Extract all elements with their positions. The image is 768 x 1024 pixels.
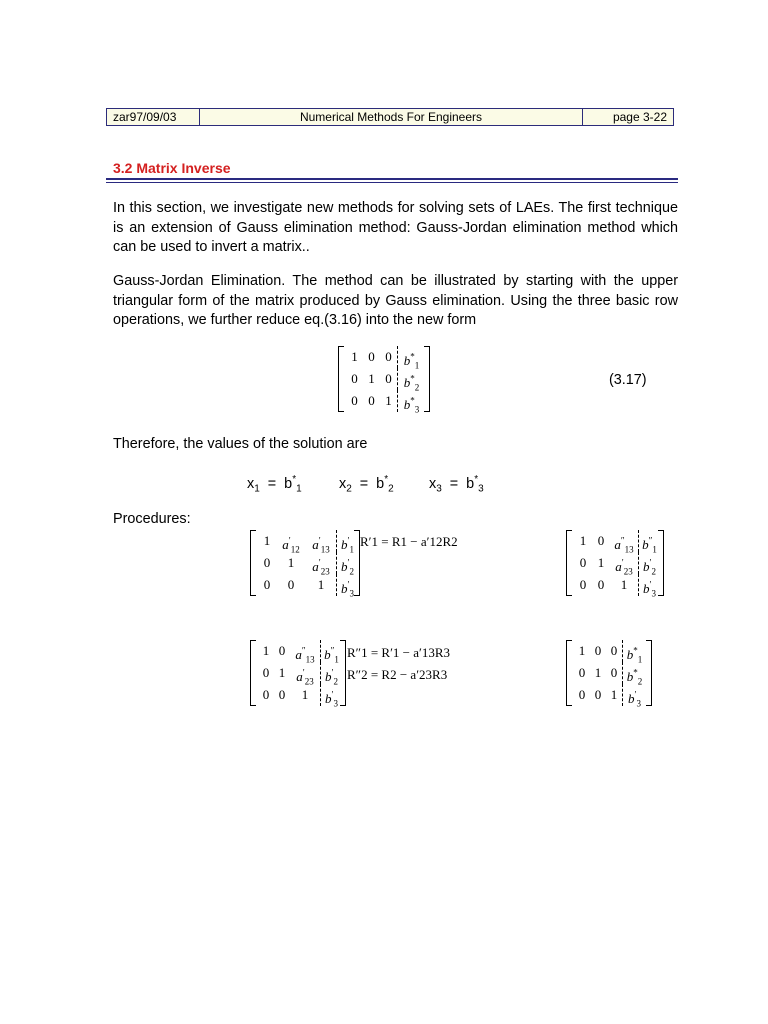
title-rule-thin [106,182,678,183]
solution-intro: Therefore, the values of the solution are [113,436,368,452]
header-page-number: page 3-22 [612,110,667,124]
procedures-label: Procedures: [113,511,191,527]
header-title: Numerical Methods For Engineers [200,109,583,125]
row-operation-1: R′1 = R1 − a′12R2 [360,534,458,549]
row-operation-2a: R″1 = R′1 − a′13R3 [347,645,451,660]
intro-paragraph: In this section, we investigate new methods for solving sets of LAEs. The first technique is an extension of Gauss elimination method: Gauss-Jordan elimination method which can be used to invert a matrix.. [113,200,678,255]
gauss-jordan-paragraph: Gauss-Jordan Elimination. The method can be illustrated by starting with the upper triangular form of the matrix produced by Gauss elimination. Using the three basic row operations, we further reduce eq.(3.16) into the new form [113,273,678,328]
matrix-3-17: 1 0 0 $b^*_1$ 0 1 0 $b^*_2$ 0 0 1 $b^*_3$ [338,346,430,412]
procedure-matrix-1: 1 $a'_{12}$ $a'_{13}$ $b'_1$ 0 1 $a'_{23}$ $b'_2$ 0 0 1 $b'_3$ [250,530,360,596]
solution-x2: $x_2 = b^*_2$ [339,474,394,495]
page-header [106,108,674,126]
solution-x1: $x_1 = b^*_1$ [247,474,302,495]
header-date: zar97/09/03 [107,109,200,125]
section-title: 3.2 Matrix Inverse [113,160,231,176]
row-operation-2b: R″2 = R2 − a′23R3 [347,667,448,682]
procedure-matrix-2: 1 0 $a''_{13}$ $b''_1$ 0 1 $a'_{23}$ $b'_2$ 0 0 1 $b'_3$ [566,530,664,596]
solution-x3: $x_3 = b^*_3$ [429,474,484,495]
procedure-matrix-4: 1 0 0 $b^*_1$ 0 1 0 $b^*_2$ 0 0 1 $b'_3$ [566,640,652,706]
title-rule [106,178,678,180]
procedure-matrix-3: 1 0 $a''_{13}$ $b''_1$ 0 1 $a'_{23}$ $b'_2$ 0 0 1 $b'_3$ [250,640,346,706]
equation-number: (3.17) [609,372,647,388]
